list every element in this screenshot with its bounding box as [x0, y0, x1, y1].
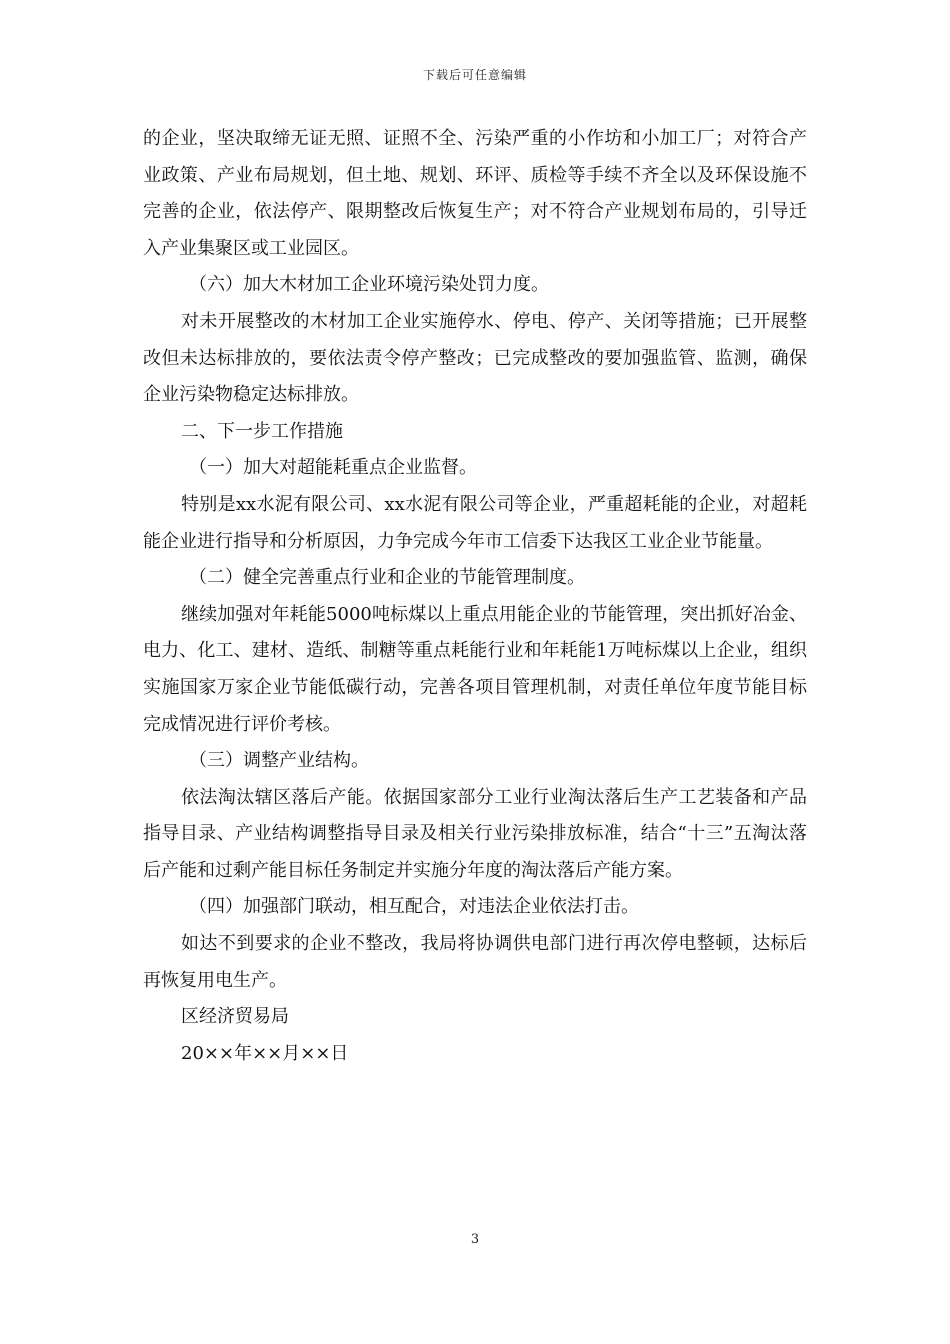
- document-body: [143, 121, 807, 1072]
- paragraph-enforcement: 如达不到要求的企业不整改，我局将协调供电部门进行再次停电整顿，达标后再恢复用电生产。: [143, 933, 807, 991]
- section-heading-3: （三）调整产业结构。: [189, 750, 369, 772]
- section-heading-1: （一）加大对超能耗重点企业监督。: [189, 457, 477, 479]
- section-heading-next-steps: 二、下一步工作措施: [181, 420, 343, 442]
- signature-date: 20××年××月××日: [181, 1042, 349, 1064]
- signature-organization: 区经济贸易局: [181, 1006, 289, 1028]
- section-heading-2: （二）健全完善重点行业和企业的节能管理制度。: [189, 567, 585, 589]
- page-number: 3: [470, 1232, 480, 1247]
- paragraph-energy-supervision: 特别是xx水泥有限公司、xx水泥有限公司等企业，严重超耗能的企业，对超耗能企业进行指导和分析原因，力争完成今年市工信委下达我区工业企业节能量。: [143, 493, 807, 552]
- paragraph-energy-management: 继续加强对年耗能5000吨标煤以上重点用能企业的节能管理，突出抓好冶金、电力、化工、建材、造纸、制糖等重点耗能行业和年耗能1万吨标煤以上企业，组织实施国家万家企业节能低碳行动，完善各项目管理机制，对责任单位年度节能目标完成情况进行评价考核。: [143, 603, 807, 735]
- page-header: 下载后可任意编辑: [422, 68, 527, 82]
- section-heading-4: （四）加强部门联动，相互配合，对违法企业依法打击。: [189, 896, 639, 918]
- paragraph-continuation: 的企业，坚决取缔无证无照、证照不全、污染严重的小作坊和小加工厂；对符合产业政策、产业布局规划，但土地、规划、环评、质检等手续不齐全以及环保设施不完善的企业，依法停产、限期整改后恢复生产；对不符合产业规划布局的，引导迁入产业集聚区或工业园区。: [143, 128, 807, 259]
- section-heading-6: （六）加大木材加工企业环境污染处罚力度。: [189, 274, 549, 296]
- paragraph-industrial-structure: 依法淘汰辖区落后产能。依据国家部分工业行业淘汰落后生产工艺装备和产品指导目录、产业结构调整指导目录及相关行业污染排放标准，结合“十三”五淘汰落后产能和过剩产能目标任务制定并实施分年度的淘汰落后产能方案。: [143, 786, 807, 881]
- paragraph-wood-processing: 对未开展整改的木材加工企业实施停水、停电、停产、关闭等措施；已开展整改但未达标排放的，要依法责令停产整改；已完成整改的要加强监管、监测，确保企业污染物稳定达标排放。: [143, 310, 807, 406]
